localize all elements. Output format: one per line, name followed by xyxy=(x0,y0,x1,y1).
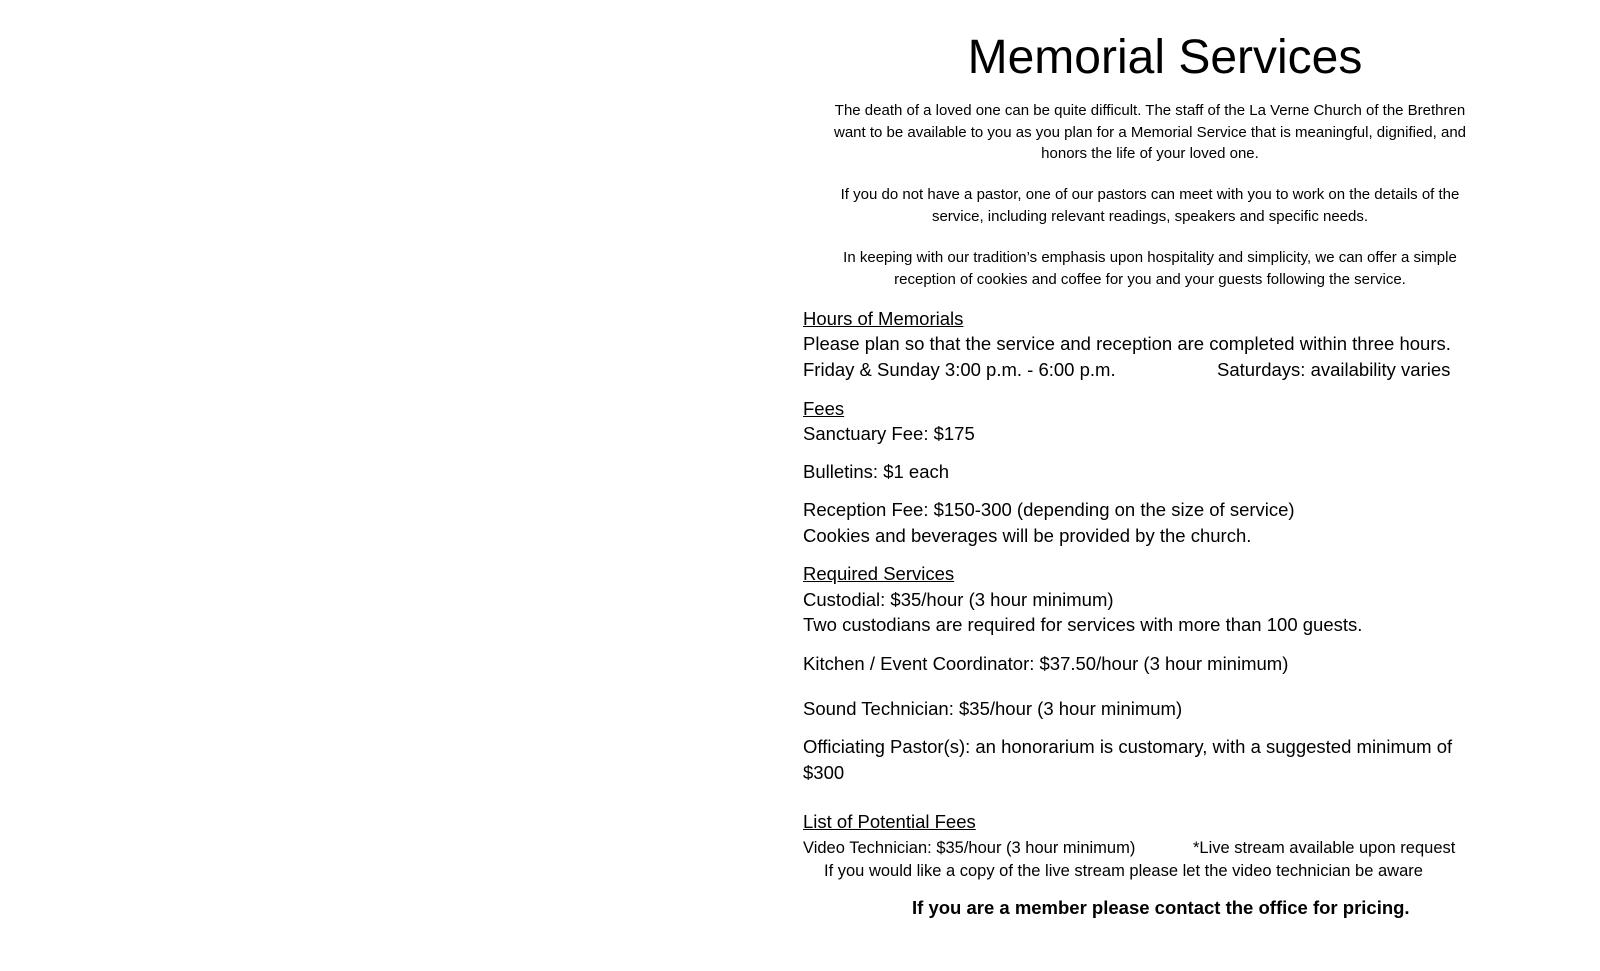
hours-saturday: Saturdays: availability varies xyxy=(1217,359,1451,380)
intro-paragraph-3: In keeping with our tradition’s emphasis upon hospitality and simplicity, we can offer a simple reception of cookies and coffee for you and your guests following the service. xyxy=(843,249,1457,288)
member-note: If you are a member please contact the office for pricing. xyxy=(912,897,1410,918)
required-sound: Sound Technician: $35/hour (3 hour minimum) xyxy=(803,698,1183,719)
fee-reception: Reception Fee: $150-300 (depending on the size of service) xyxy=(803,499,1295,520)
required-heading: Required Services xyxy=(803,563,955,584)
potential-video: Video Technician: $35/hour (3 hour minimum) xyxy=(803,839,1136,857)
page-title: Memorial Services xyxy=(967,31,1363,84)
required-custodial: Custodial: $35/hour (3 hour minimum) xyxy=(803,589,1114,610)
intro-paragraph-2: If you do not have a pastor, one of our pastors can meet with you to work on the details of the service, including relevant readings, speakers and specific needs. xyxy=(840,186,1460,225)
hours-note: Please plan so that the service and reception are completed within three hours. xyxy=(803,333,1451,354)
fees-heading: Fees xyxy=(803,398,845,419)
required-custodial-note: Two custodians are required for services with more than 100 guests. xyxy=(803,614,1363,635)
required-kitchen: Kitchen / Event Coordinator: $37.50/hour (3 hour minimum) xyxy=(803,653,1289,674)
potential-fees-heading: List of Potential Fees xyxy=(803,811,976,832)
intro-paragraph-1: The death of a loved one can be quite difficult. The staff of the La Verne Church of the Brethren want to be available to you as you plan for a Memorial Service that is meaningful, dignified, and honors the life of your loved one. xyxy=(833,102,1467,162)
hours-weekday: Friday & Sunday 3:00 p.m. - 6:00 p.m. xyxy=(803,359,1116,380)
fee-sanctuary: Sanctuary Fee: $175 xyxy=(803,423,975,444)
fee-reception-note: Cookies and beverages will be provided by the church. xyxy=(803,525,1252,546)
potential-livestream: *Live stream available upon request xyxy=(1193,839,1456,857)
required-pastor-line1: Officiating Pastor(s): an honorarium is customary, with a suggested minimum of xyxy=(803,736,1453,757)
fee-bulletins: Bulletins: $1 each xyxy=(803,461,950,482)
hours-heading: Hours of Memorials xyxy=(803,308,964,329)
potential-copy-note: If you would like a copy of the live stream please let the video technician be aware xyxy=(824,862,1423,880)
required-pastor-line2: $300 xyxy=(803,762,845,783)
